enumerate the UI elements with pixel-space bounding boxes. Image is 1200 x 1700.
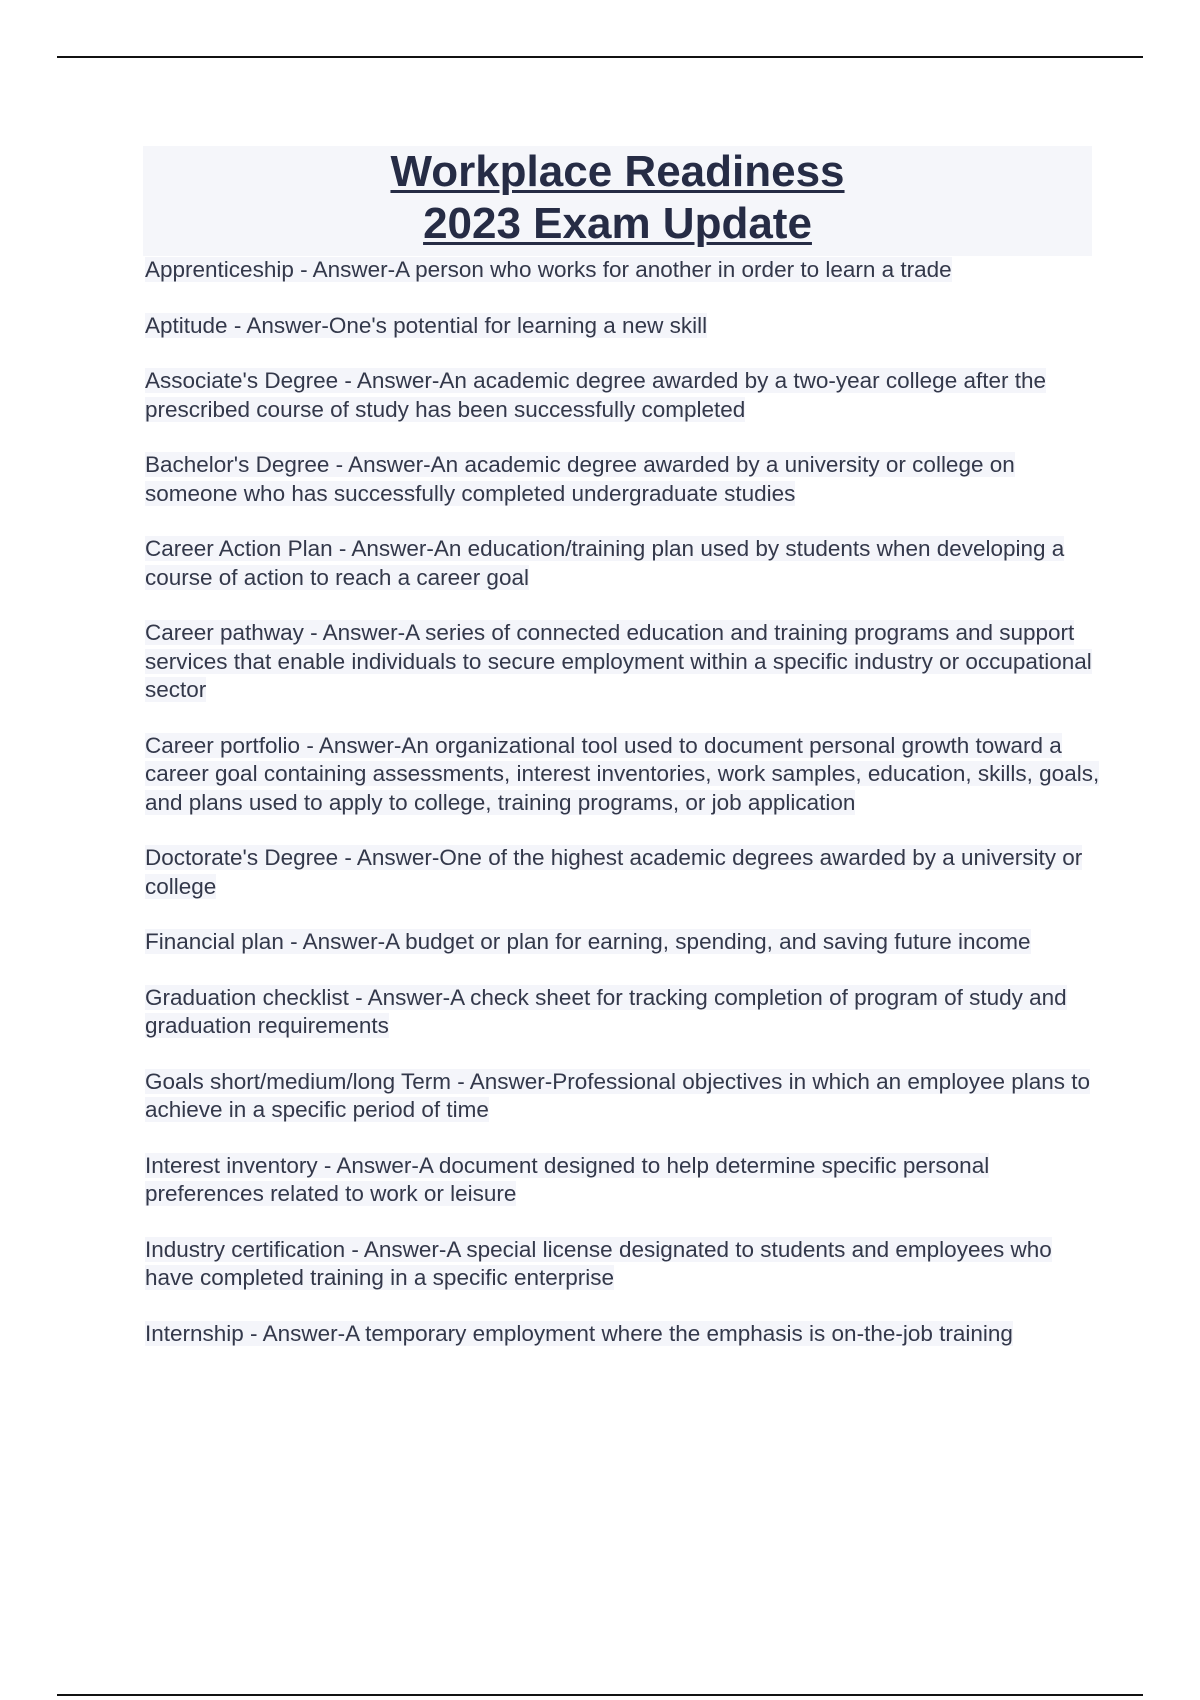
glossary-entry — [145, 535, 1100, 592]
glossary-entry-text: Interest inventory - Answer-A document designed to help determine specific personal preferences related to work or leisure — [145, 1152, 990, 1206]
glossary-entry-text: Graduation checklist - Answer-A check sheet for tracking completion of program of study and graduation requirements — [145, 984, 1067, 1038]
glossary-entry — [145, 732, 1100, 818]
glossary-entry — [145, 1236, 1100, 1293]
glossary-entry-text: Associate's Degree - Answer-An academic degree awarded by a two-year college after the prescribed course of study has been successfully completed — [145, 368, 1047, 422]
glossary-entry-text: Financial plan - Answer-A budget or plan for earning, spending, and saving future income — [145, 929, 1031, 954]
glossary-entry-text: Industry certification - Answer-A special license designated to students and employees who have completed training in a specific enterprise — [145, 1236, 1052, 1290]
glossary-entry — [145, 844, 1100, 901]
page-title-text-1: Workplace Readiness — [390, 147, 845, 196]
page-title-text-2: 2023 Exam Update — [423, 199, 812, 248]
glossary-entry — [145, 256, 1100, 285]
glossary-entry — [145, 984, 1100, 1041]
glossary-entry — [145, 1068, 1100, 1125]
glossary-entry-text: Doctorate's Degree - Answer-One of the highest academic degrees awarded by a university or college — [145, 845, 1083, 899]
glossary-entry-text: Career Action Plan - Answer-An education/training plan used by students when developing a course of action to reach a career goal — [145, 536, 1065, 590]
glossary-list — [145, 256, 1100, 1375]
glossary-entry — [145, 312, 1100, 341]
glossary-entry — [145, 928, 1100, 957]
glossary-entry — [145, 1320, 1100, 1349]
page-title-line-2 — [143, 198, 1092, 250]
title-block — [143, 146, 1092, 256]
glossary-entry — [145, 451, 1100, 508]
page-title-line-1 — [143, 146, 1092, 198]
glossary-entry-text: Career pathway - Answer-A series of connected education and training programs and support services that enable individuals to secure employment within a specific industry or occupational sector — [145, 620, 1092, 702]
glossary-entry-text: Apprenticeship - Answer-A person who works for another in order to learn a trade — [145, 257, 952, 282]
glossary-entry — [145, 367, 1100, 424]
glossary-entry-text: Aptitude - Answer-One's potential for learning a new skill — [145, 312, 708, 338]
glossary-entry — [145, 619, 1100, 705]
glossary-entry — [145, 1152, 1100, 1209]
glossary-entry-text: Bachelor's Degree - Answer-An academic degree awarded by a university or college on someone who has successfully completed undergraduate studies — [145, 452, 1015, 506]
glossary-entry-text: Internship - Answer-A temporary employment where the emphasis is on-the-job training — [145, 1320, 1013, 1346]
glossary-entry-text: Career portfolio - Answer-An organizational tool used to document personal growth toward a career goal containing assessments, interest inventories, work samples, education, skills, goals, and plans used to apply to college, training programs, or job application — [145, 732, 1100, 815]
bottom-divider — [57, 1694, 1143, 1696]
glossary-entry-text: Goals short/medium/long Term - Answer-Professional objectives in which an employee plans to achieve in a specific period of time — [145, 1068, 1091, 1122]
top-divider — [57, 56, 1143, 58]
